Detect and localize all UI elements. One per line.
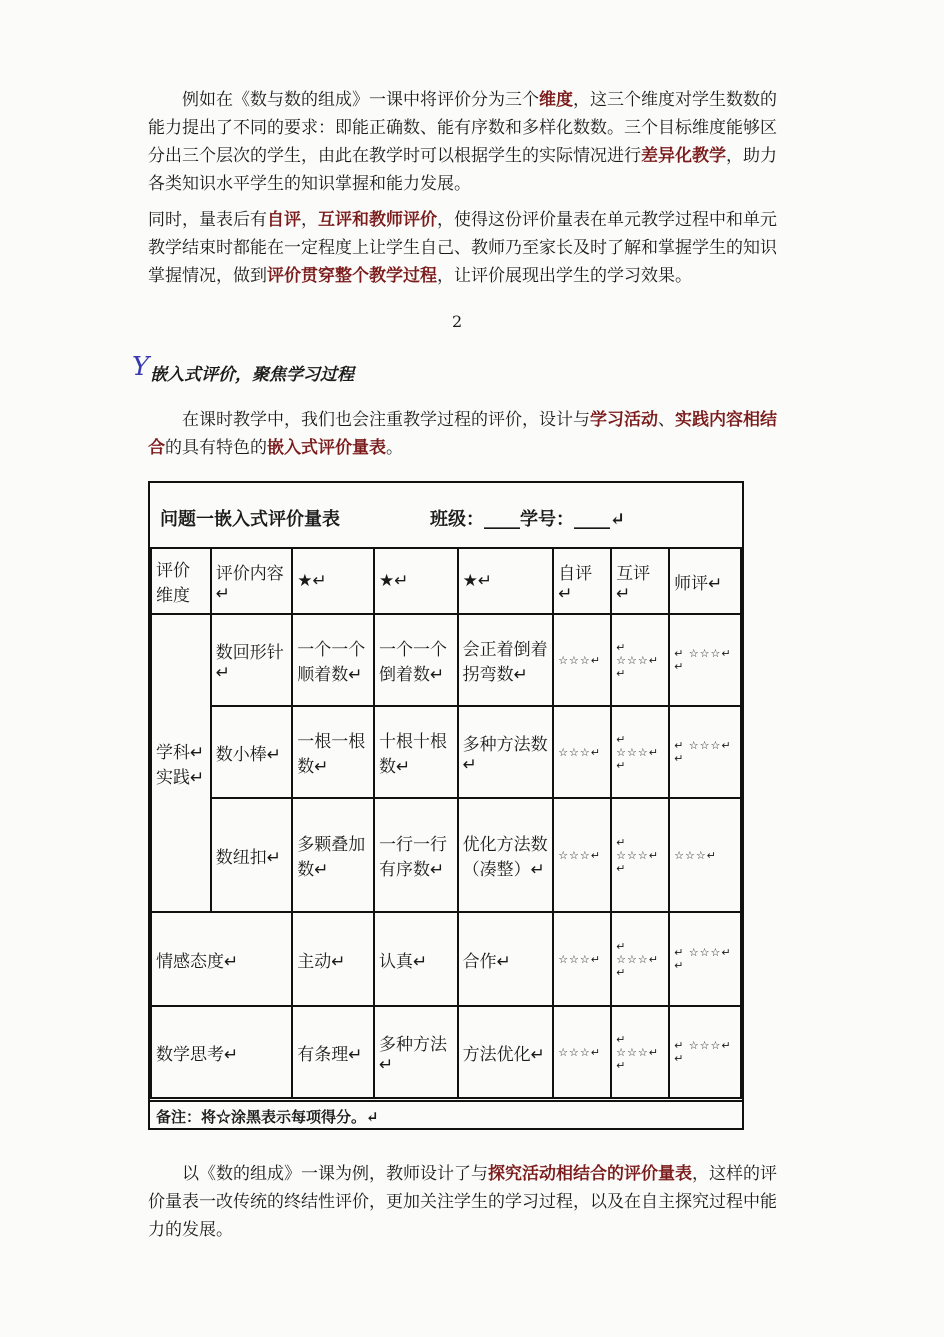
content-cell: 数回形针↵ [211,614,293,706]
class-field: 班级：____学号：____↵ [430,509,626,530]
highlight: 实践内容相结合 [148,410,777,458]
level-cell: 认真↵ [374,912,458,1006]
peer-eval-cell: ↵ ☆☆☆↵ ↵ [611,912,669,1006]
table-row [151,614,741,706]
teacher-eval-cell: ↵ ☆☆☆↵ ↵ [669,912,741,1006]
paragraph-4 [148,1160,788,1244]
text: 在课时教学中，我们也会注重教学过程的评价，设计与 [182,410,590,430]
teacher-eval-cell: ↵ ☆☆☆↵ ↵ [669,614,741,706]
text: 的具有特色的 [165,438,267,458]
text: 以《数的组成》一课为例，教师设计了与 [182,1164,488,1184]
highlight: 维度 [539,90,573,110]
text: 同时，量表后有 [148,210,267,230]
peer-eval-cell: ↵ ☆☆☆↵ ↵ [611,798,669,912]
level-cell: 十根十根数↵ [374,706,458,798]
text: 。 [386,438,403,458]
text: ，这样的评价量表一改传统的终结性评价，更加关注学生的学习过程，以及在自主探究过程中能力的发展。 [148,1164,777,1240]
paragraph-2 [148,206,788,290]
header-cell: ★↵ [292,548,374,614]
text: ， [301,210,318,230]
level-cell: 多颗叠加数↵ [292,798,374,912]
highlight: 学习活动 [590,410,658,430]
table-row [151,1006,741,1098]
highlight: 互评和教师评价 [318,210,437,230]
handwritten-check-mark: Y [132,352,150,382]
level-cell: 会正着倒着拐弯数↵ [458,614,554,706]
level-cell: 方法优化↵ [458,1006,554,1098]
header-cell: ★↵ [374,548,458,614]
level-cell: 有条理↵ [292,1006,374,1098]
text: 、 [658,410,675,430]
level-cell: 合作↵ [458,912,554,1006]
level-cell: 多种方法数↵ [458,706,554,798]
self-eval-cell: ☆☆☆↵ [553,614,611,706]
highlight: 差异化教学 [641,146,726,166]
dimension-cell: 数学思考↵ [151,1006,292,1098]
header-cell: 自评↵ [553,548,611,614]
teacher-eval-cell: ↵ ☆☆☆↵ ↵ [669,706,741,798]
table-row [151,912,741,1006]
table-note: 备注：将☆涂黑表示每项得分。↵ [150,1100,742,1130]
dimension-cell: 情感态度↵ [151,912,292,1006]
header-cell: 师评↵ [669,548,741,614]
level-cell: 优化方法数（凑整）↵ [458,798,554,912]
evaluation-grid [150,547,742,1099]
content-cell: 数小棒↵ [211,706,293,798]
table-header-row [151,548,741,614]
page-number: 2 [452,312,463,331]
table-row [151,798,741,912]
text: 例如在《数与数的组成》一课中将评价分为三个 [182,90,539,110]
highlight: 嵌入式评价量表 [267,438,386,458]
table-title: 问题一嵌入式评价量表 [160,509,340,530]
header-cell: ★↵ [458,548,554,614]
text: ，使得这份评价量表在单元教学过程中和单元教学结束时都能在一定程度上让学生自己、教师乃至家长及时了解和掌握学生的知识掌握情况，做到 [148,210,777,286]
peer-eval-cell: ↵ ☆☆☆↵ ↵ [611,706,669,798]
teacher-eval-cell: ↵ ☆☆☆↵ ↵ [669,1006,741,1098]
header-cell: 评价内容↵ [211,548,293,614]
level-cell: 多种方法↵ [374,1006,458,1098]
paragraph-1 [148,86,788,198]
header-cell: 互评↵ [611,548,669,614]
text: ，让评价展现出学生的学习效果。 [437,266,692,286]
text: ，这三个维度对学生数数的能力提出了不同的要求：即能正确数、能有序数和多样化数数。三个目标维度能够区分出三个层次的学生，由此在教学时可以根据学生的实际情况进行 [148,90,777,166]
level-cell: 一个一个顺着数↵ [292,614,374,706]
level-cell: 一个一个倒着数↵ [374,614,458,706]
self-eval-cell: ☆☆☆↵ [553,912,611,1006]
content-cell: 数纽扣↵ [211,798,293,912]
self-eval-cell: ☆☆☆↵ [553,798,611,912]
level-cell: 主动↵ [292,912,374,1006]
peer-eval-cell: ↵ ☆☆☆↵ ↵ [611,1006,669,1098]
level-cell: 一行一行有序数↵ [374,798,458,912]
highlight: 自评 [267,210,301,230]
evaluation-table [148,481,744,1130]
dimension-cell: 学科↵ 实践↵ [151,614,211,912]
table-row [151,706,741,798]
section-title: 嵌入式评价，聚焦学习过程 [150,365,354,385]
highlight: 探究活动相结合的评价量表 [488,1164,692,1184]
teacher-eval-cell: ☆☆☆↵ [669,798,741,912]
text: ，助力各类知识水平学生的知识掌握和能力发展。 [148,146,777,194]
self-eval-cell: ☆☆☆↵ [553,706,611,798]
paragraph-3 [148,406,788,462]
highlight: 评价贯穿整个教学过程 [267,266,437,286]
header-cell: 评价维度 [151,548,211,614]
level-cell: 一根一根数↵ [292,706,374,798]
self-eval-cell: ☆☆☆↵ [553,1006,611,1098]
peer-eval-cell: ↵ ☆☆☆↵ ↵ [611,614,669,706]
